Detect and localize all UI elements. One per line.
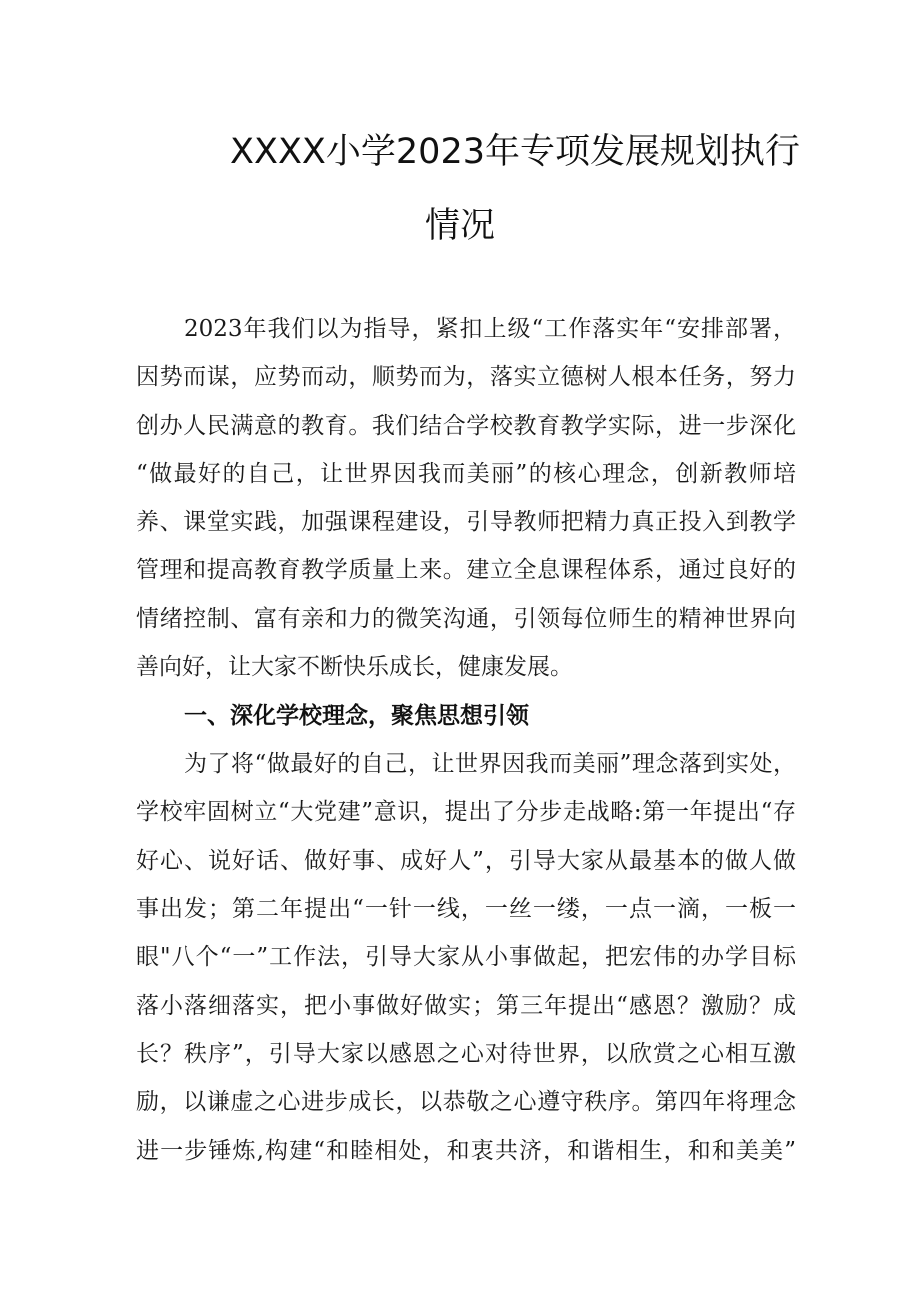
paragraph-2-line-4: 事出发；第二年提出“一针一线，一丝一缕，一点一滴，一板一: [136, 896, 796, 922]
paragraph-1-line-8: 善向好，让大家不断快乐成长，健康发展。: [136, 654, 573, 680]
paragraph-2-line-2: 学校牢固树立“大党建”意识，提出了分步走战略:第一年提出“存: [136, 799, 796, 825]
section-heading-1: 一、深化学校理念，聚焦思想引领: [184, 703, 529, 729]
paragraph-2-line-5: 眼"八个“一”工作法，引导大家从小事做起，把宏伟的办学目标: [136, 944, 796, 970]
paragraph-1-line-6: 管理和提高教育教学质量上来。建立全息课程体系，通过良好的: [136, 557, 796, 583]
document-title-line-2: 情况: [424, 206, 495, 246]
paragraph-1-line-1: 2023年我们以为指导，紧扣上级“工作落实年“安排部署，: [184, 316, 796, 342]
paragraph-1-line-5: 养、课堂实践，加强课程建设，引导教师把精力真正投入到教学: [136, 509, 796, 535]
paragraph-1-line-4: “做最好的自己，让世界因我而美丽”的核心理念，创新教师培: [136, 461, 796, 487]
document-title-line-1: XXXX小学2023年专项发展规划执行: [230, 132, 800, 172]
paragraph-2-line-7: 长？秩序”，引导大家以感恩之心对待世界，以欣赏之心相互激: [136, 1041, 796, 1067]
paragraph-2-line-9: 进一步锤炼,构建“和睦相处，和衷共济，和谐相生，和和美美”: [136, 1138, 796, 1164]
paragraph-2-line-6: 落小落细落实，把小事做好做实；第三年提出“感恩？激励？成: [136, 993, 796, 1019]
paragraph-2-line-3: 好心、说好话、做好事、成好人”，引导大家从最基本的做人做: [136, 848, 796, 874]
paragraph-1-line-2: 因势而谋，应势而动，顺势而为，落实立德树人根本任务，努力: [136, 364, 796, 390]
paragraph-1-line-7: 情绪控制、富有亲和力的微笑沟通，引领每位师生的精神世界向: [136, 606, 796, 632]
paragraph-2-line-8: 励，以谦虚之心进步成长，以恭敬之心遵守秩序。第四年将理念: [136, 1089, 796, 1115]
paragraph-2-line-1: 为了将“做最好的自己，让世界因我而美丽”理念落到实处，: [184, 751, 796, 777]
paragraph-1-line-3: 创办人民满意的教育。我们结合学校教育教学实际，进一步深化: [136, 413, 796, 439]
